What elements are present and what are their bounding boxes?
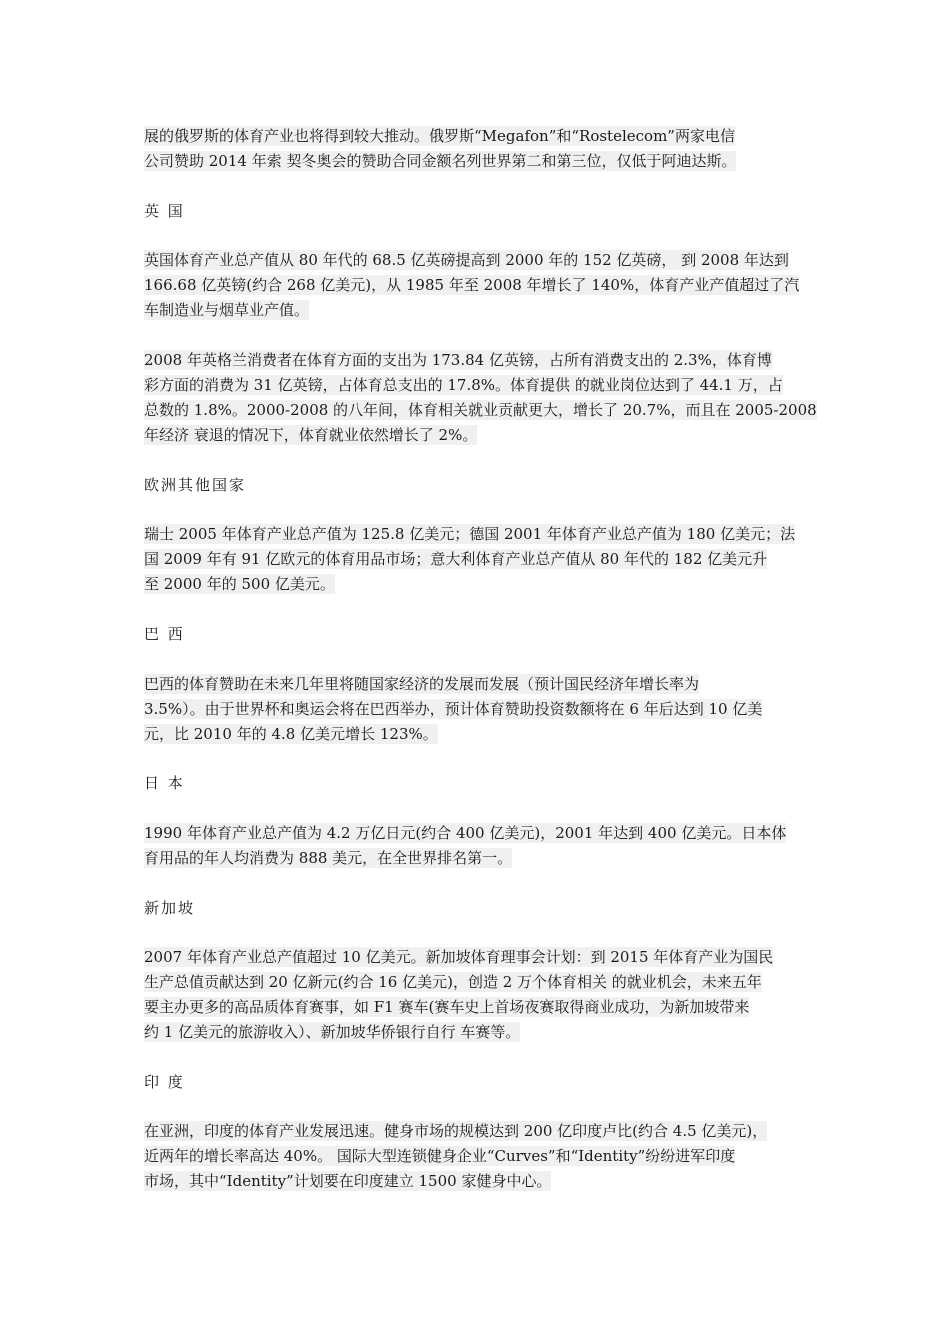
heading-other-europe: 欧洲其他国家 (144, 476, 247, 494)
text-line: 在亚洲，印度的体育产业发展迅速。健身市场的规模达到 200 亿印度卢比(约合 4.5 亿美元)， (144, 1122, 768, 1140)
text-line: 车制造业与烟草业产值。 (144, 301, 310, 319)
text-line: 国 2009 年有 91 亿欧元的体育用品市场；意大利体育产业总产值从 80 年代的 182 亿美元升 (144, 550, 768, 568)
paragraph-uk-consumption (144, 348, 817, 448)
paragraph-russia-sponsorship (144, 124, 809, 174)
paragraph-other-europe (144, 522, 809, 597)
text-line: 元，比 2010 年的 4.8 亿美元增长 123%。 (144, 725, 438, 743)
paragraph-brazil (144, 672, 809, 747)
heading-singapore: 新加坡 (144, 899, 196, 917)
text-line: 市场，其中“Identity”计划要在印度建立 1500 家健身中心。 (144, 1172, 552, 1190)
text-line: 2007 年体育产业总产值超过 10 亿美元。新加坡体育理事会计划：到 2015 年体育产业为国民 (144, 948, 774, 966)
text-line: 总数的 1.8%。2000-2008 的八年间，体育相关就业贡献更大，增长了 20.7%，而且在 2005-2008 (144, 401, 817, 419)
text-line: 近两年的增长率高达 40%。 国际大型连锁健身企业“Curves”和“Identity”纷纷进军印度 (144, 1147, 736, 1165)
heading-japan: 日 本 (144, 774, 185, 792)
text-line: 巴西的体育赞助在未来几年里将随国家经济的发展而发展（预计国民经济年增长率为 (144, 675, 700, 693)
text-line: 至 2000 年的 500 亿美元。 (144, 575, 335, 593)
paragraph-india (144, 1119, 809, 1194)
heading-brazil: 巴 西 (144, 625, 185, 643)
text-line: 育用品的年人均消费为 888 美元，在全世界排名第一。 (144, 849, 513, 867)
text-line: 生产总值贡献达到 20 亿新元(约合 16 亿美元)，创造 2 万个体育相关 的就业机会，未来五年 (144, 973, 762, 991)
text-line: 瑞士 2005 年体育产业总产值为 125.8 亿美元；德国 2001 年体育产业总产值为 180 亿美元；法 (144, 525, 796, 543)
text-line: 彩方面的消费为 31 亿英镑，占体育总支出的 17.8%。体育提供 的就业岗位达到了 44.1 万，占 (144, 376, 783, 394)
paragraph-japan (144, 821, 809, 871)
heading-india: 印 度 (144, 1073, 185, 1091)
text-line: 年经济 衰退的情况下，体育就业依然增长了 2%。 (144, 426, 478, 444)
paragraph-uk-output (144, 248, 809, 323)
text-line: 要主办更多的高品质体育赛事，如 F1 赛车(赛车史上首场夜赛取得商业成功，为新加坡带来 (144, 998, 750, 1016)
text-line: 公司赞助 2014 年索 契冬奥会的赞助合同金额名列世界第二和第三位，仅低于阿迪达斯。 (144, 152, 737, 170)
text-line: 英国体育产业总产值从 80 年代的 68.5 亿英磅提高到 2000 年的 152 亿英磅， 到 2008 年达到 (144, 251, 789, 269)
text-line: 展的俄罗斯的体育产业也将得到较大推动。俄罗斯“Megafon”和“Rostelecom”两家电信 (144, 127, 735, 145)
heading-uk: 英 国 (144, 202, 185, 220)
paragraph-singapore (144, 945, 809, 1045)
text-line: 2008 年英格兰消费者在体育方面的支出为 173.84 亿英镑，占所有消费支出的 2.3%，体育博 (144, 351, 772, 369)
text-line: 1990 年体育产业总产值为 4.2 万亿日元(约合 400 亿美元)，2001 年达到 400 亿美元。日本体 (144, 824, 787, 842)
text-line: 约 1 亿美元的旅游收入）、新加坡华侨银行自行 车赛等。 (144, 1023, 521, 1041)
text-line: 3.5%）。由于世界杯和奥运会将在巴西举办，预计体育赞助投资数额将在 6 年后达到 10 亿美 (144, 700, 763, 718)
text-line: 166.68 亿英镑(约合 268 亿美元)，从 1985 年至 2008 年增长了 140%，体育产业产值超过了汽 (144, 276, 800, 294)
